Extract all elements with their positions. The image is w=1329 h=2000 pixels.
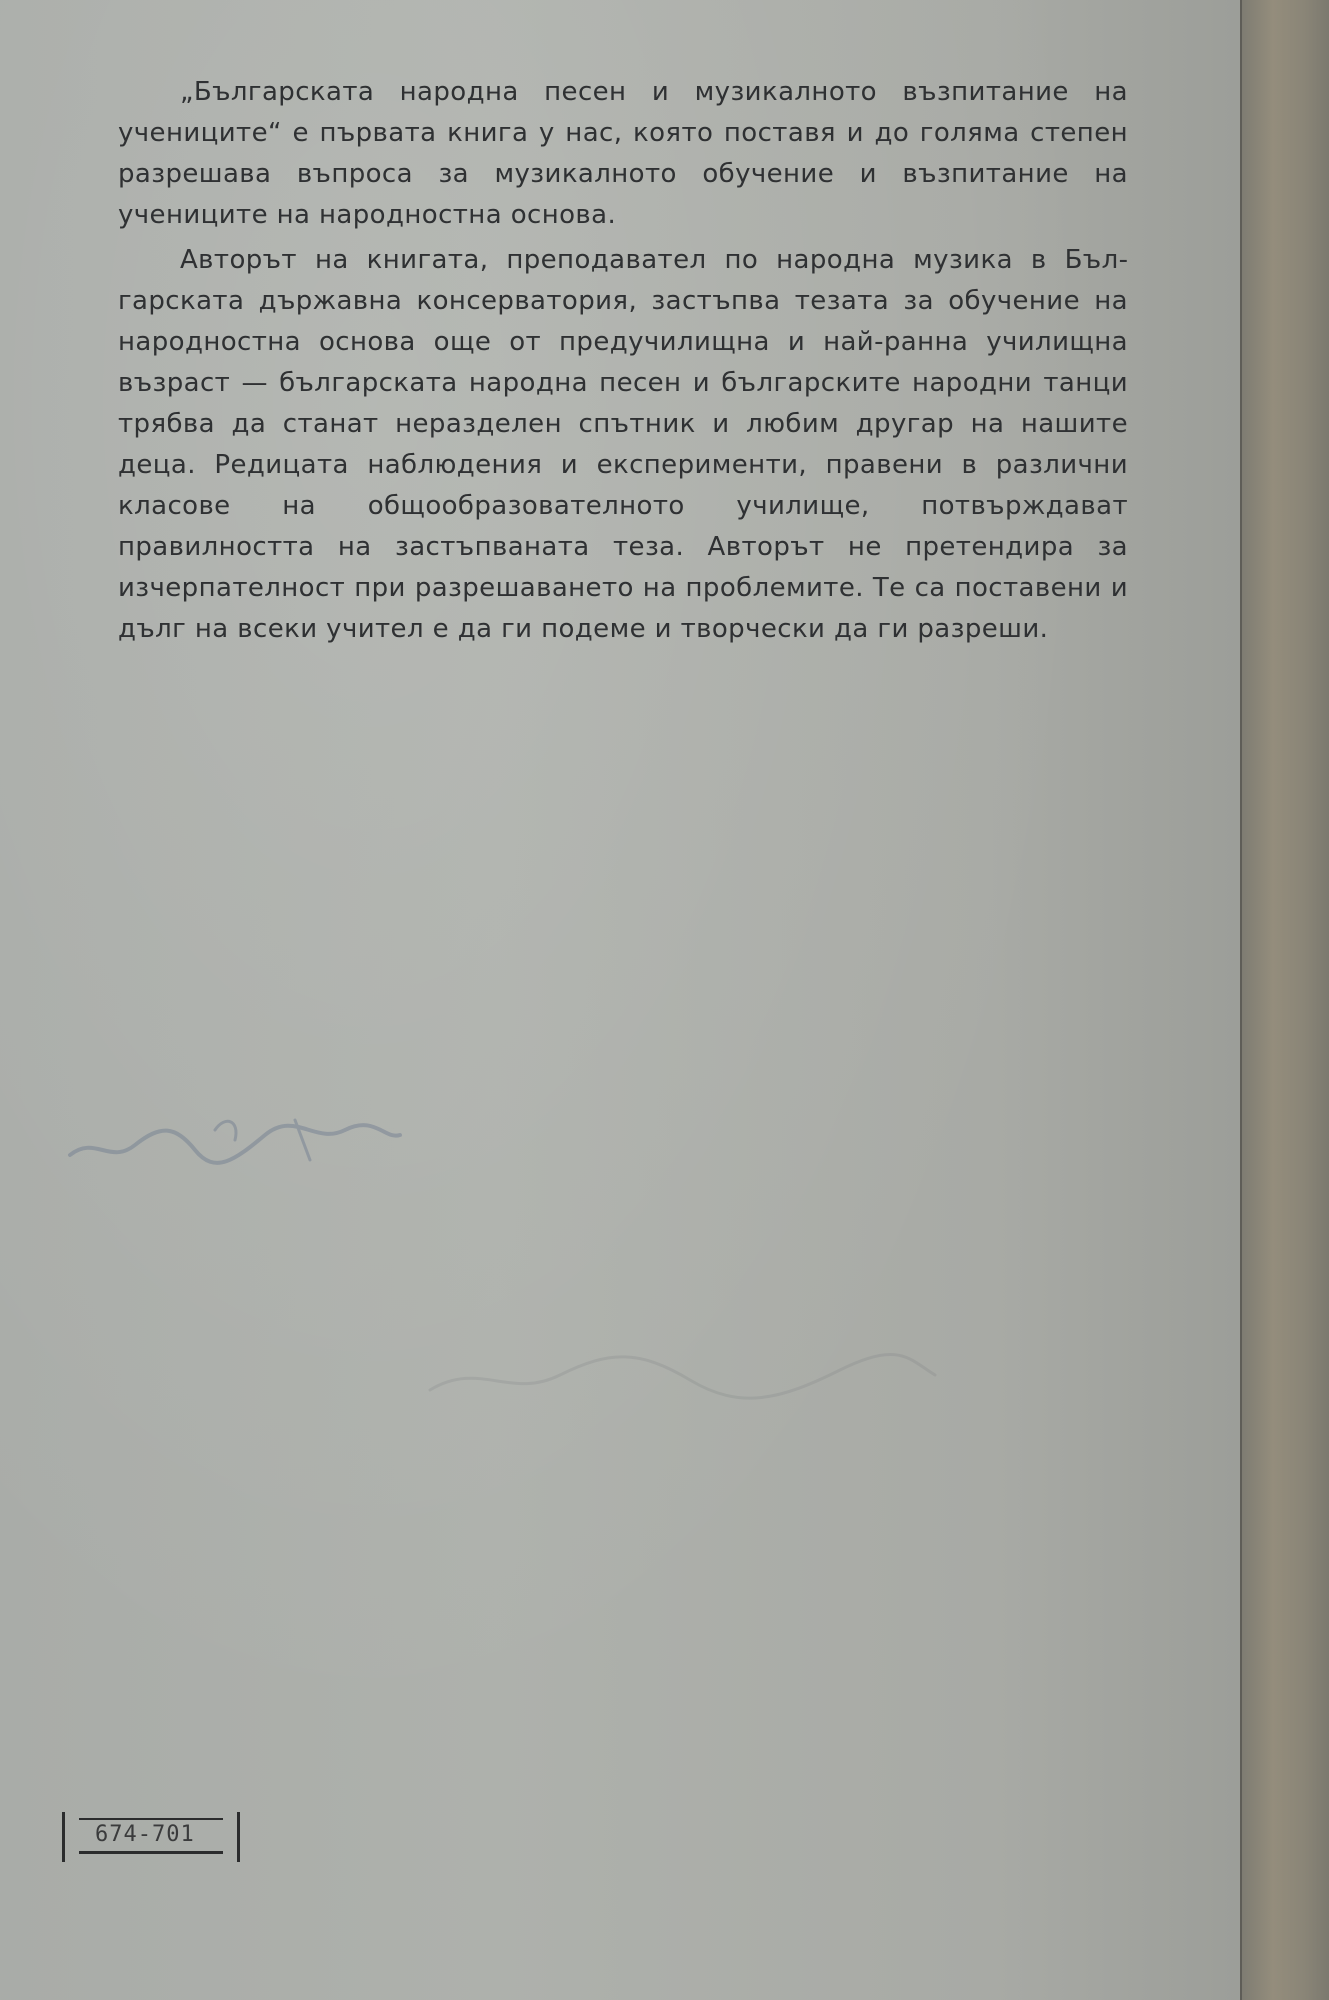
faded-pencil-mark	[420, 1320, 940, 1420]
body-text	[118, 72, 1128, 654]
stamp-number: 674-701	[95, 1822, 195, 1847]
library-stamp	[62, 1812, 240, 1862]
paragraph-2: Авторът на книгата, преподавател по народна музика в Българската държавна консерватория, застъпва тезата за обучение на народностна основа още от предучилищна и най-ранна училищна възраст — българската народна песен и българските народни танци трябва да станат неразделен спътник и любим другар на нашите деца. Редицата наблюдения и експерименти, правени в различни класове на общообразователното училище, потвърждават правилността на застъпваната теза. Авторът не претендира за изчерпателност при разрешаването на проблемите. Те са поставени и дълг на всеки учител е да ги подеме и творчески да ги разреши.	[118, 245, 1128, 644]
book-page-edge	[1240, 0, 1329, 2000]
faded-handwriting-mark	[65, 1105, 405, 1175]
paragraph-1: „Българската народна песен и музикалното възпитание на учениците“ е първата книга у нас, която поставя и до голяма степен разрешава въпроса за музикалното обучение и възпитание на учениците на народностна основа.	[118, 77, 1128, 230]
